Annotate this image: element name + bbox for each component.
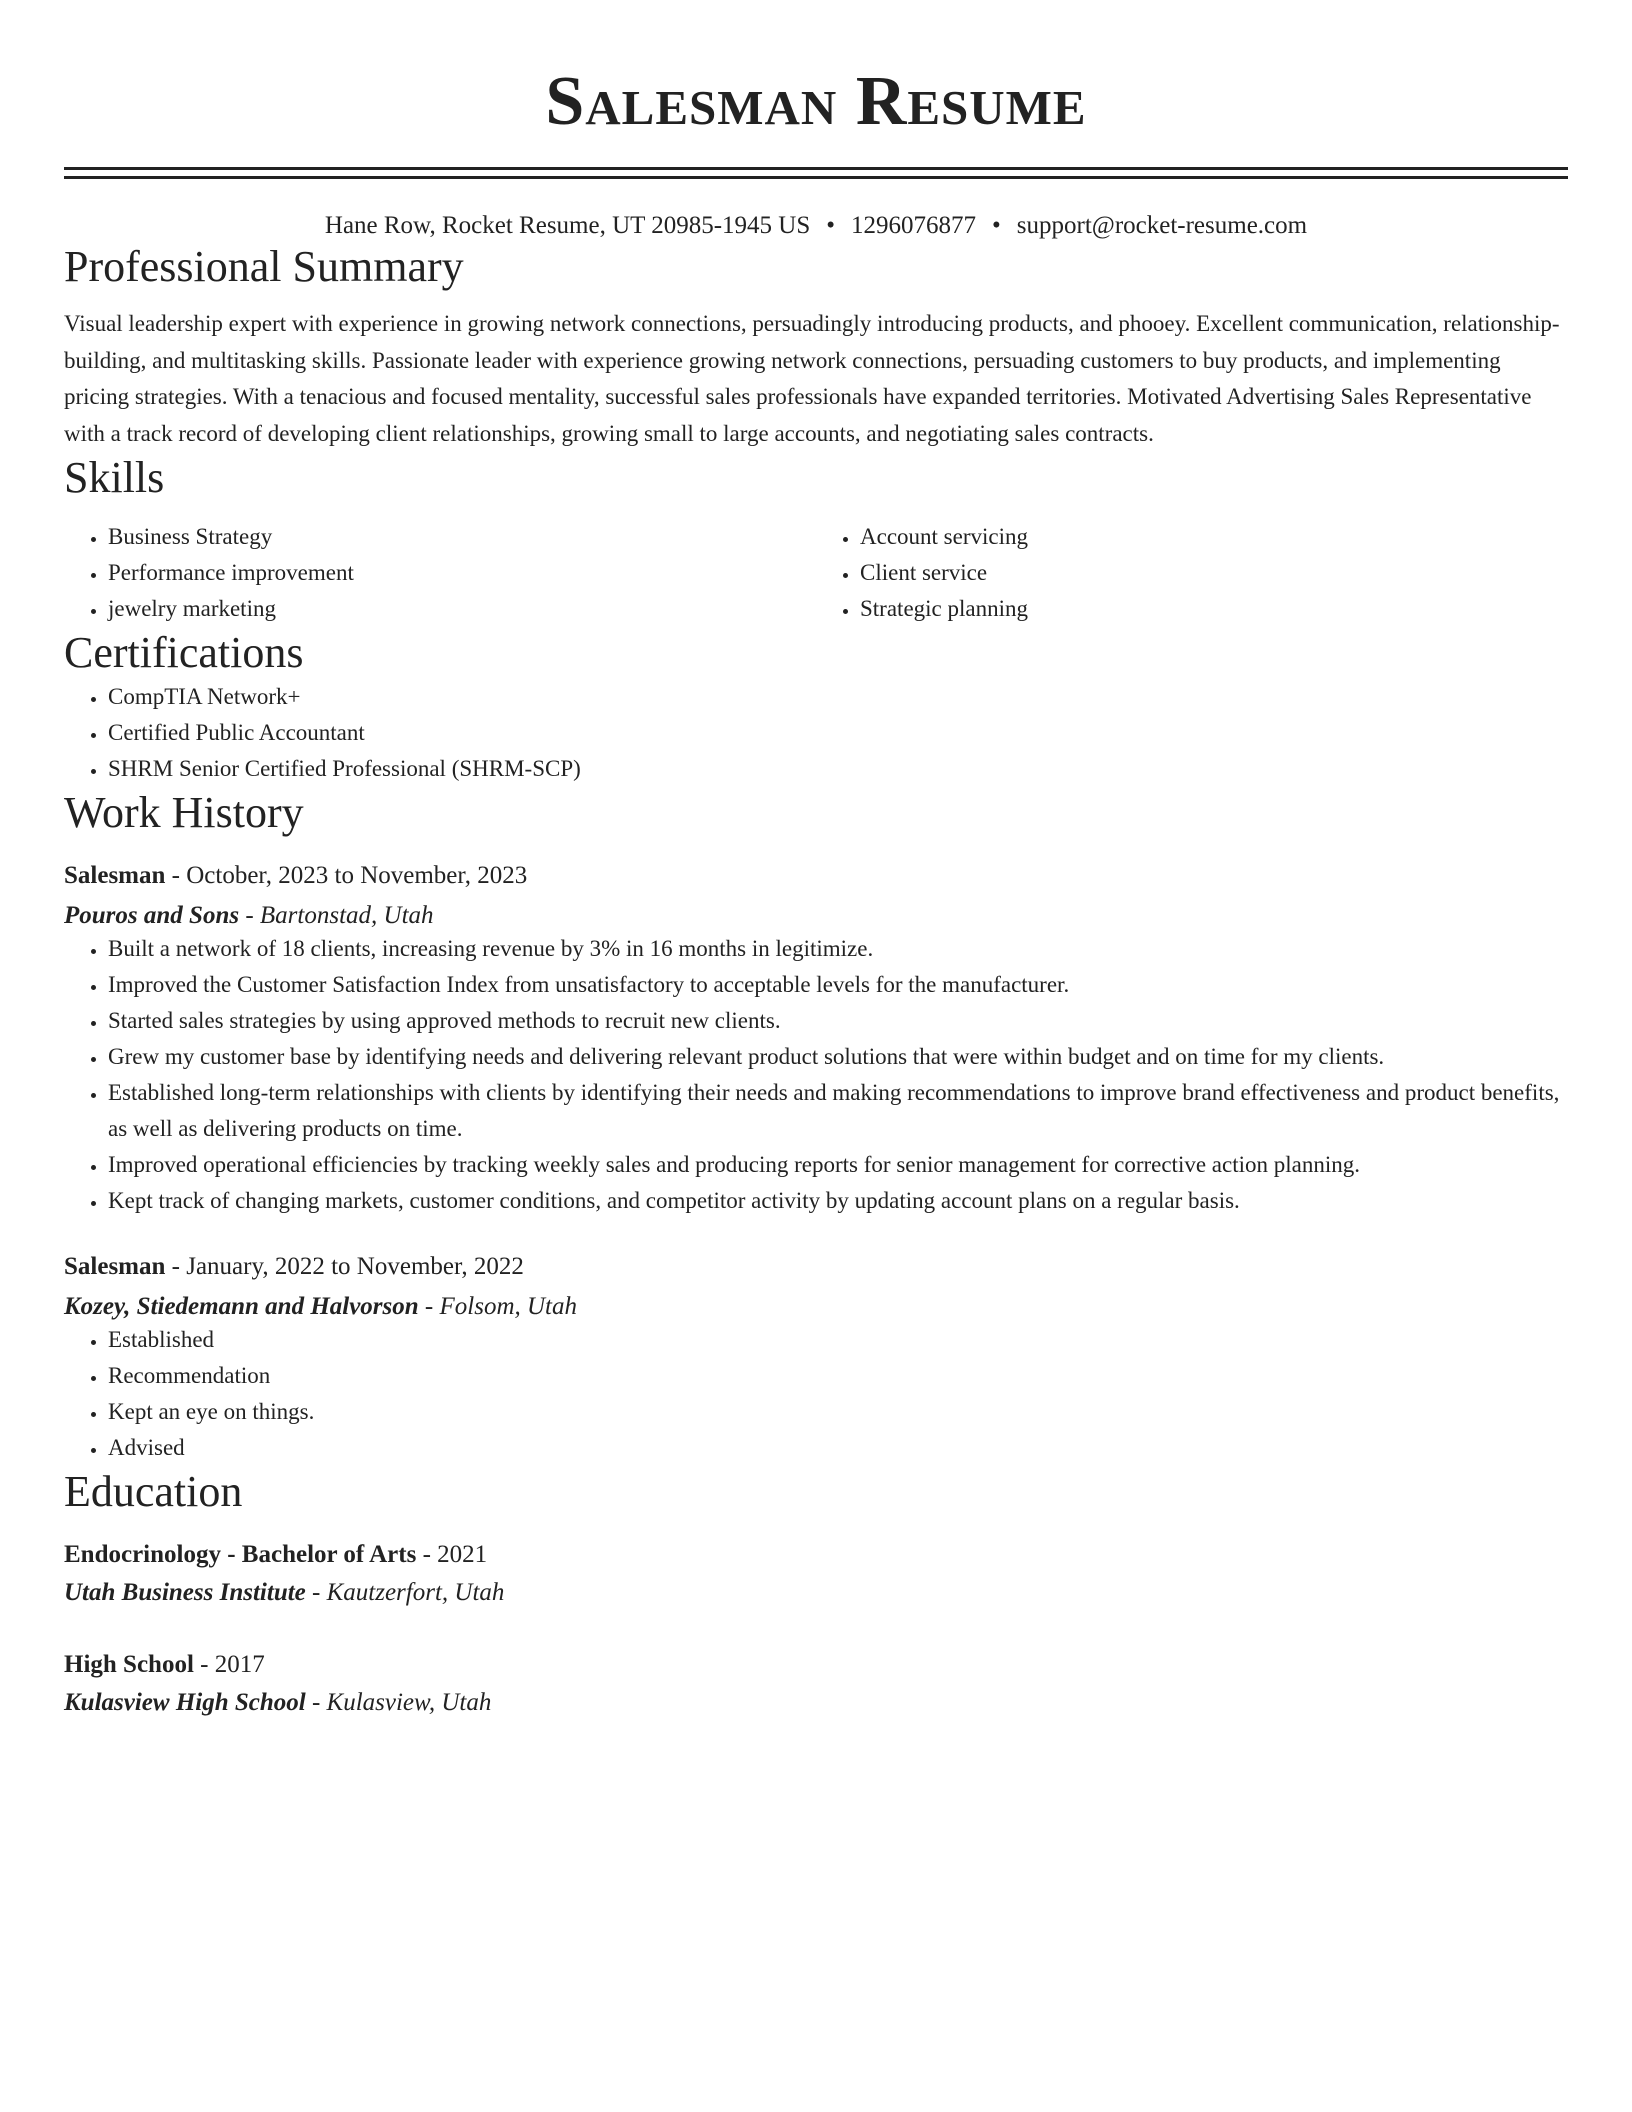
school-name: Kulasview High School	[64, 1689, 306, 1716]
education-entry	[64, 1540, 1568, 1608]
duty-item: • Established	[108, 1322, 1568, 1358]
degree-year: - 2017	[193, 1651, 265, 1678]
contact-separator: •	[826, 212, 836, 239]
school-location: - Kulasview, Utah	[305, 1689, 492, 1716]
company-name: Pouros and Sons	[64, 902, 240, 929]
skill-item: • Business Strategy	[108, 519, 816, 555]
school-location: - Kautzerfort, Utah	[305, 1579, 505, 1606]
skills-column-left	[64, 519, 816, 627]
contact-separator: •	[992, 212, 1001, 239]
contact-address: Hane Row, Rocket Resume, UT 20985-1945 US	[324, 212, 811, 239]
skill-item: • Client service	[860, 555, 1568, 591]
degree-line	[64, 1650, 1568, 1680]
skills-column-right	[816, 519, 1568, 627]
job-duties	[64, 1322, 1568, 1466]
contact-line	[64, 211, 1568, 241]
certification-item: • SHRM Senior Certified Professional (SHRM-SCP)	[108, 751, 1568, 787]
skills-list	[64, 519, 1568, 627]
duty-item: • Kept an eye on things.	[108, 1394, 1568, 1430]
job-entry	[64, 1252, 1568, 1466]
education-heading: Education	[64, 1467, 243, 1516]
skill-item: • Strategic planning	[860, 591, 1568, 627]
duty-item: • Kept track of changing markets, customer conditions, and competitor activity by updating account plans on a regular basis.	[108, 1183, 1568, 1219]
skill-item: • jewelry marketing	[108, 591, 816, 627]
certifications-heading: Certifications	[64, 628, 304, 677]
duty-item: • Advised	[108, 1430, 1568, 1466]
education-entry	[64, 1650, 1568, 1718]
job-title-line	[64, 861, 1568, 891]
degree-line	[64, 1540, 1568, 1570]
duty-item: • Built a network of 18 clients, increasing revenue by 3% in 16 months in legitimize.	[108, 931, 1568, 967]
contact-phone: 1296076877	[851, 212, 977, 239]
degree-year: - 2021	[416, 1541, 488, 1568]
skills-heading: Skills	[64, 453, 165, 502]
job-title: Salesman	[64, 862, 166, 889]
duty-item: • Established long-term relationships with clients by identifying their needs and making recommendations to improve brand effectiveness and product benefits, as well as delivering products on time.	[108, 1075, 1568, 1147]
job-title: Salesman	[64, 1253, 166, 1280]
company-line	[64, 1292, 1568, 1322]
title-divider-top	[64, 167, 1568, 170]
school-line	[64, 1578, 1568, 1608]
job-title-line	[64, 1252, 1568, 1282]
degree-name: High School	[64, 1651, 194, 1678]
title-divider-bottom	[64, 176, 1568, 179]
resume-title: Salesman Resume	[545, 63, 1087, 140]
duty-item: • Improved the Customer Satisfaction Index from unsatisfactory to acceptable levels for the manufacturer.	[108, 967, 1568, 1003]
contact-email: support@rocket-resume.com	[1016, 212, 1308, 239]
school-name: Utah Business Institute	[64, 1579, 306, 1606]
work-history-heading: Work History	[64, 788, 304, 837]
skill-item: • Account servicing	[860, 519, 1568, 555]
job-duties	[64, 931, 1568, 1219]
duty-item: • Improved operational efficiencies by tracking weekly sales and producing reports for senior management for corrective action planning.	[108, 1147, 1568, 1183]
certification-item: • CompTIA Network+	[108, 679, 1568, 715]
certifications-list	[64, 679, 1568, 787]
summary-text: Visual leadership expert with experience in growing network connections, persuadingly introducing products, and phooey. Excellent communication, relationship-building, and multitasking skills. Passionate leader with experience growing network connections, persuading customers to buy products, and implementing pricing strategies. With a tenacious and focused mentality, successful sales professionals have expanded territories. Motivated Advertising Sales Representative with a track record of developing client relationships, growing small to large accounts, and negotiating sales contracts.	[64, 311, 1560, 446]
job-dates: - January, 2022 to November, 2022	[165, 1253, 524, 1280]
duty-item: • Grew my customer base by identifying needs and delivering relevant product solutions that were within budget and on time for my clients.	[108, 1039, 1568, 1075]
degree-name: Endocrinology - Bachelor of Arts	[64, 1541, 417, 1568]
skill-item: • Performance improvement	[108, 555, 816, 591]
school-line	[64, 1688, 1568, 1718]
company-line	[64, 901, 1568, 931]
job-dates: - October, 2023 to November, 2023	[165, 862, 528, 889]
summary-heading: Professional Summary	[64, 242, 464, 291]
job-entry	[64, 861, 1568, 1219]
duty-item: • Recommendation	[108, 1358, 1568, 1394]
certification-item: • Certified Public Accountant	[108, 715, 1568, 751]
company-location: - Folsom, Utah	[418, 1293, 577, 1320]
duty-item: • Started sales strategies by using approved methods to recruit new clients.	[108, 1003, 1568, 1039]
company-name: Kozey, Stiedemann and Halvorson	[64, 1293, 419, 1320]
company-location: - Bartonstad, Utah	[239, 902, 434, 929]
